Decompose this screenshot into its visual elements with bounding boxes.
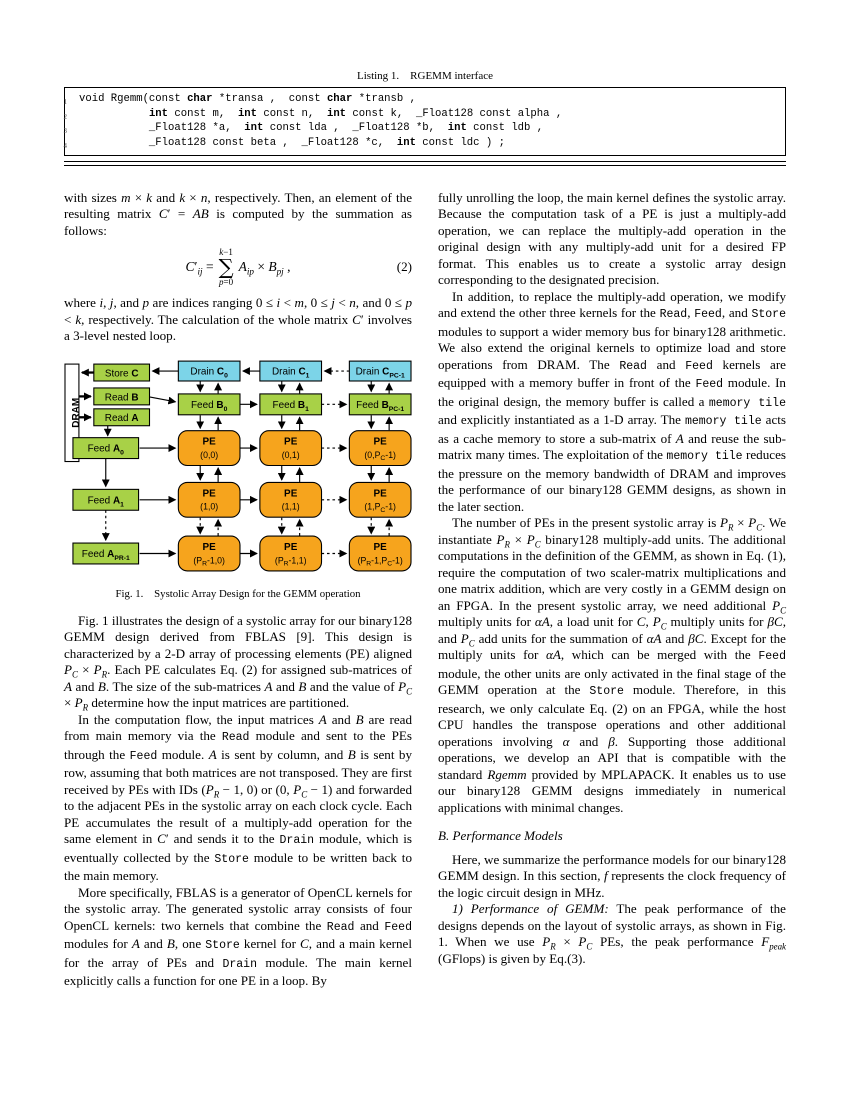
- fig-label-drain-cpc1: Drain $C_{PC-1}$: [355, 366, 405, 380]
- fig-label-pe-1-1: PE: [284, 487, 298, 499]
- fig-label-pe-pr1-0: PE: [202, 541, 216, 553]
- paragraph-extend-kernels: In addition, to replace the multiply-add operation, we modify and extend the other three kernels for the Read, Feed, and Store modules to support a wider memory bus for binary128 arithmetic. We also extend the original kernels to optimize load and store operations from DRAM. The Read and Feed kernels are equipped with a memory buffer in front of the Feed module. In the original design, the memory buffer is called a memory tile and explicitly instantiated as a 1-D array. The memory tile acts as a cache memory to store a sub-matrix of A and reuse the sub-matrix many times. The exploitation of the memory tile reduces the pressure on the memory bandwidth of DRAM and improves the performance of our binary128 GEMM designs, as shown in the later section.: [438, 288, 787, 514]
- paragraph-fig1-describes: Fig. 1 illustrates the design of a systolic array for our binary128 GEMM design derived from FBLAS [9]. This design is characterized by a 2-D array of processing elements (PE) aligned $P_C \times P_R$. Each PE calculates Eq. (2) for assigned sub-matrices of A and B. The size of the sub-matrices A and B and the value of $P_C \times P_R$ determine how the input matrices are partitioned.: [64, 612, 413, 713]
- figure-1: [64, 355, 412, 583]
- paragraph-sizes: with sizes m × k and k × n, respectively. Then, an element of the resulting matrix C′ = AB is computed by the summation as follows:: [64, 189, 413, 238]
- code-listing: [64, 87, 786, 156]
- fig-label-feed-apr1: Feed $A_{PR-1}$: [81, 548, 130, 562]
- fig-label-pe-0-pc1: PE: [373, 436, 387, 448]
- fig-label-drain-c0: Drain $C_0$: [190, 366, 228, 380]
- code-line: 2 int const m, int const n, int const k, _Float128 const alpha ,: [63, 107, 563, 121]
- paragraph-performance-gemm: 1) Performance of GEMM: The peak performance of the designs depends on the layout of systolic arrays, as shown in Fig. 1. When we use $P_R \times P_C$ PEs, the peak performance $F_{peak}$ (GFlops) is given by Eq.(3).: [438, 901, 786, 966]
- figure-caption: Fig. 1. Systolic Array Design for the GEMM operation: [115, 588, 361, 600]
- fig-label-pe-pr1-1: PE: [284, 541, 298, 553]
- fig-label-pe-1-0: PE: [202, 487, 216, 499]
- summation-symbol: [219, 247, 234, 287]
- fig-label-dram: DRAM: [70, 397, 82, 428]
- fig-label-feed-a0: Feed $A_0$: [87, 443, 124, 457]
- paragraph-performance-summary: Here, we summarize the performance models for our binary128 GEMM design. In this section, f represents the clock frequency of the logic circuit design in MHz.: [438, 851, 786, 900]
- fig-label-drain-c1: Drain $C_1$: [271, 366, 310, 380]
- equation-lhs: $C'_{ij}$ =: [185, 258, 214, 277]
- column-right: [438, 190, 786, 990]
- fig-sublabel-pe-pr1-pc1: $(P_R-1,P_C-1)$: [357, 554, 403, 568]
- paragraph-number-of-pes: The number of PEs in the present systolic array is $P_R \times P_C$. We instantiate $P_R \times P_C$ binary128 multiply-add units. The additional computations in the definition of the GEMM, as shown in Eq. (1), require the computation of two scaler-matrix multiplications and one matrix addition, which are very costly in a GEMM design on an FPGA. In the present systolic array, we need additional $P_C$ multiply units for αA, a load unit for C, $P_C$ multiply units for βC, and $P_C$ add units for the summation of αA and βC. Except for the multiply units for αA, which can be merged with the Feed module, the other units are only activated in the final stage of the GEMM operation at the Store module. Therefore, in this research, we only calculate Eq. (2) on an FPGA, while the host CPU handles the transpose operations and other additional operations involving α and β. Supporting those additional operations, we develop an API that is compatible with the standard Rgemm provided by MPLAPACK. It enables us to use our binary128 GEMM designs immediately in numerical applications with minimal changes.: [438, 515, 787, 815]
- fig-label-pe-0-1: PE: [284, 436, 298, 448]
- code-line: 1 void Rgemm(const char *transa , const char *transb ,: [63, 93, 416, 106]
- paragraph-indices: where i, j, and p are indices ranging 0 ≤ i < m, 0 ≤ j < n, and 0 ≤ p < k, respectively. The calculation of the whole matrix C′ involves a 3-level nested loop.: [64, 295, 412, 343]
- fig-label-read-a: Read A: [104, 412, 139, 424]
- column-left: [64, 190, 412, 990]
- fig-sublabel-pe-1-pc1: $(1,P_C-1)$: [364, 501, 396, 514]
- fig-label-read-b: Read B: [104, 391, 139, 403]
- fig-sublabel-pe-pr1-1: $(P_R-1,1)$: [274, 554, 307, 568]
- equation-number: (2): [396, 258, 412, 274]
- fig-label-pe-0-0: PE: [202, 436, 216, 448]
- paragraph-computation-flow: In the computation flow, the input matrices A and B are read from main memory via the Read module and sent to the PEs through the Feed module. A is sent by column, and B is sent by row, assuming that both matrices are not transposed. They are first received by PEs with IDs ($P_R - 1$, 0) or (0, $P_C - 1$) and forwarded to the adjacent PEs in the systolic array on each clock cycle. Each PE accumulates the result of a multiply-add operation for the same element in C′ and sends it to the Drain module, which is eventually collected by the Store module to be written back to the main memory.: [64, 711, 413, 883]
- fig-sublabel-pe-0-1: (0,1): [281, 449, 300, 460]
- section-heading-performance-models: B. Performance Models: [438, 828, 563, 843]
- listing-bottom-rule: [64, 161, 786, 166]
- fig-label-feed-bpc1: Feed $B_{PC-1}$: [356, 399, 405, 413]
- fig-label-store-c: Store C: [104, 368, 139, 380]
- fig-sublabel-pe-0-pc1: $(0,P_C-1)$: [364, 449, 396, 462]
- systolic-array-diagram: [64, 355, 412, 578]
- code-line: 4 _Float128 const beta , _Float128 *c, int const ldc ) ;: [63, 136, 505, 150]
- code-listing-lines: [63, 92, 775, 150]
- sigma-glyph: ∑: [218, 255, 234, 279]
- fig-sublabel-pe-1-0: (1,0): [200, 501, 219, 512]
- summation-lower-limit: p=0: [219, 277, 234, 287]
- fig-sublabel-pe-0-0: (0,0): [200, 449, 219, 460]
- listing-caption: Listing 1. RGEMM interface: [357, 70, 493, 82]
- paragraph-unrolling: fully unrolling the loop, the main kernel defines the systolic array. Because the computation task of a PE is just a multiply-add operation, we can replace the multiply-add operation in the original design with any multiply-add unit for a desired FP format. This enables us to create a systolic array design corresponding to the designated precision.: [438, 189, 786, 287]
- equation-2: [64, 247, 412, 287]
- equation-rhs: $A_{ip} \times B_{pj}$ ,: [238, 258, 291, 277]
- paragraph-fblas-generator: More specifically, FBLAS is a generator of OpenCL kernels for the systolic array. The generated systolic array consists of four OpenCL kernels: two kernels that combine the Read and Feed modules for A and B, one Store kernel for C, and a main kernel for the array of PEs and Drain module. The main kernel explicitly calls a function for one PE in a loop. By: [64, 884, 413, 988]
- fig-label-pe-pr1-pc1: PE: [373, 541, 387, 553]
- fig-sublabel-pe-1-1: (1,1): [281, 501, 300, 512]
- code-line: 3 _Float128 *a, int const lda , _Float128 *b, int const ldb ,: [63, 122, 544, 135]
- fig-label-feed-b0: Feed $B_0$: [190, 399, 228, 413]
- fig-label-feed-b1: Feed $B_1$: [272, 399, 309, 413]
- two-column-body: [64, 190, 786, 990]
- fig-label-pe-1-pc1: PE: [373, 487, 387, 499]
- fig-label-feed-a1: Feed $A_1$: [87, 494, 124, 508]
- summation-upper-limit: k−1: [219, 247, 233, 257]
- fig-sublabel-pe-pr1-0: $(P_R-1,0)$: [193, 554, 225, 568]
